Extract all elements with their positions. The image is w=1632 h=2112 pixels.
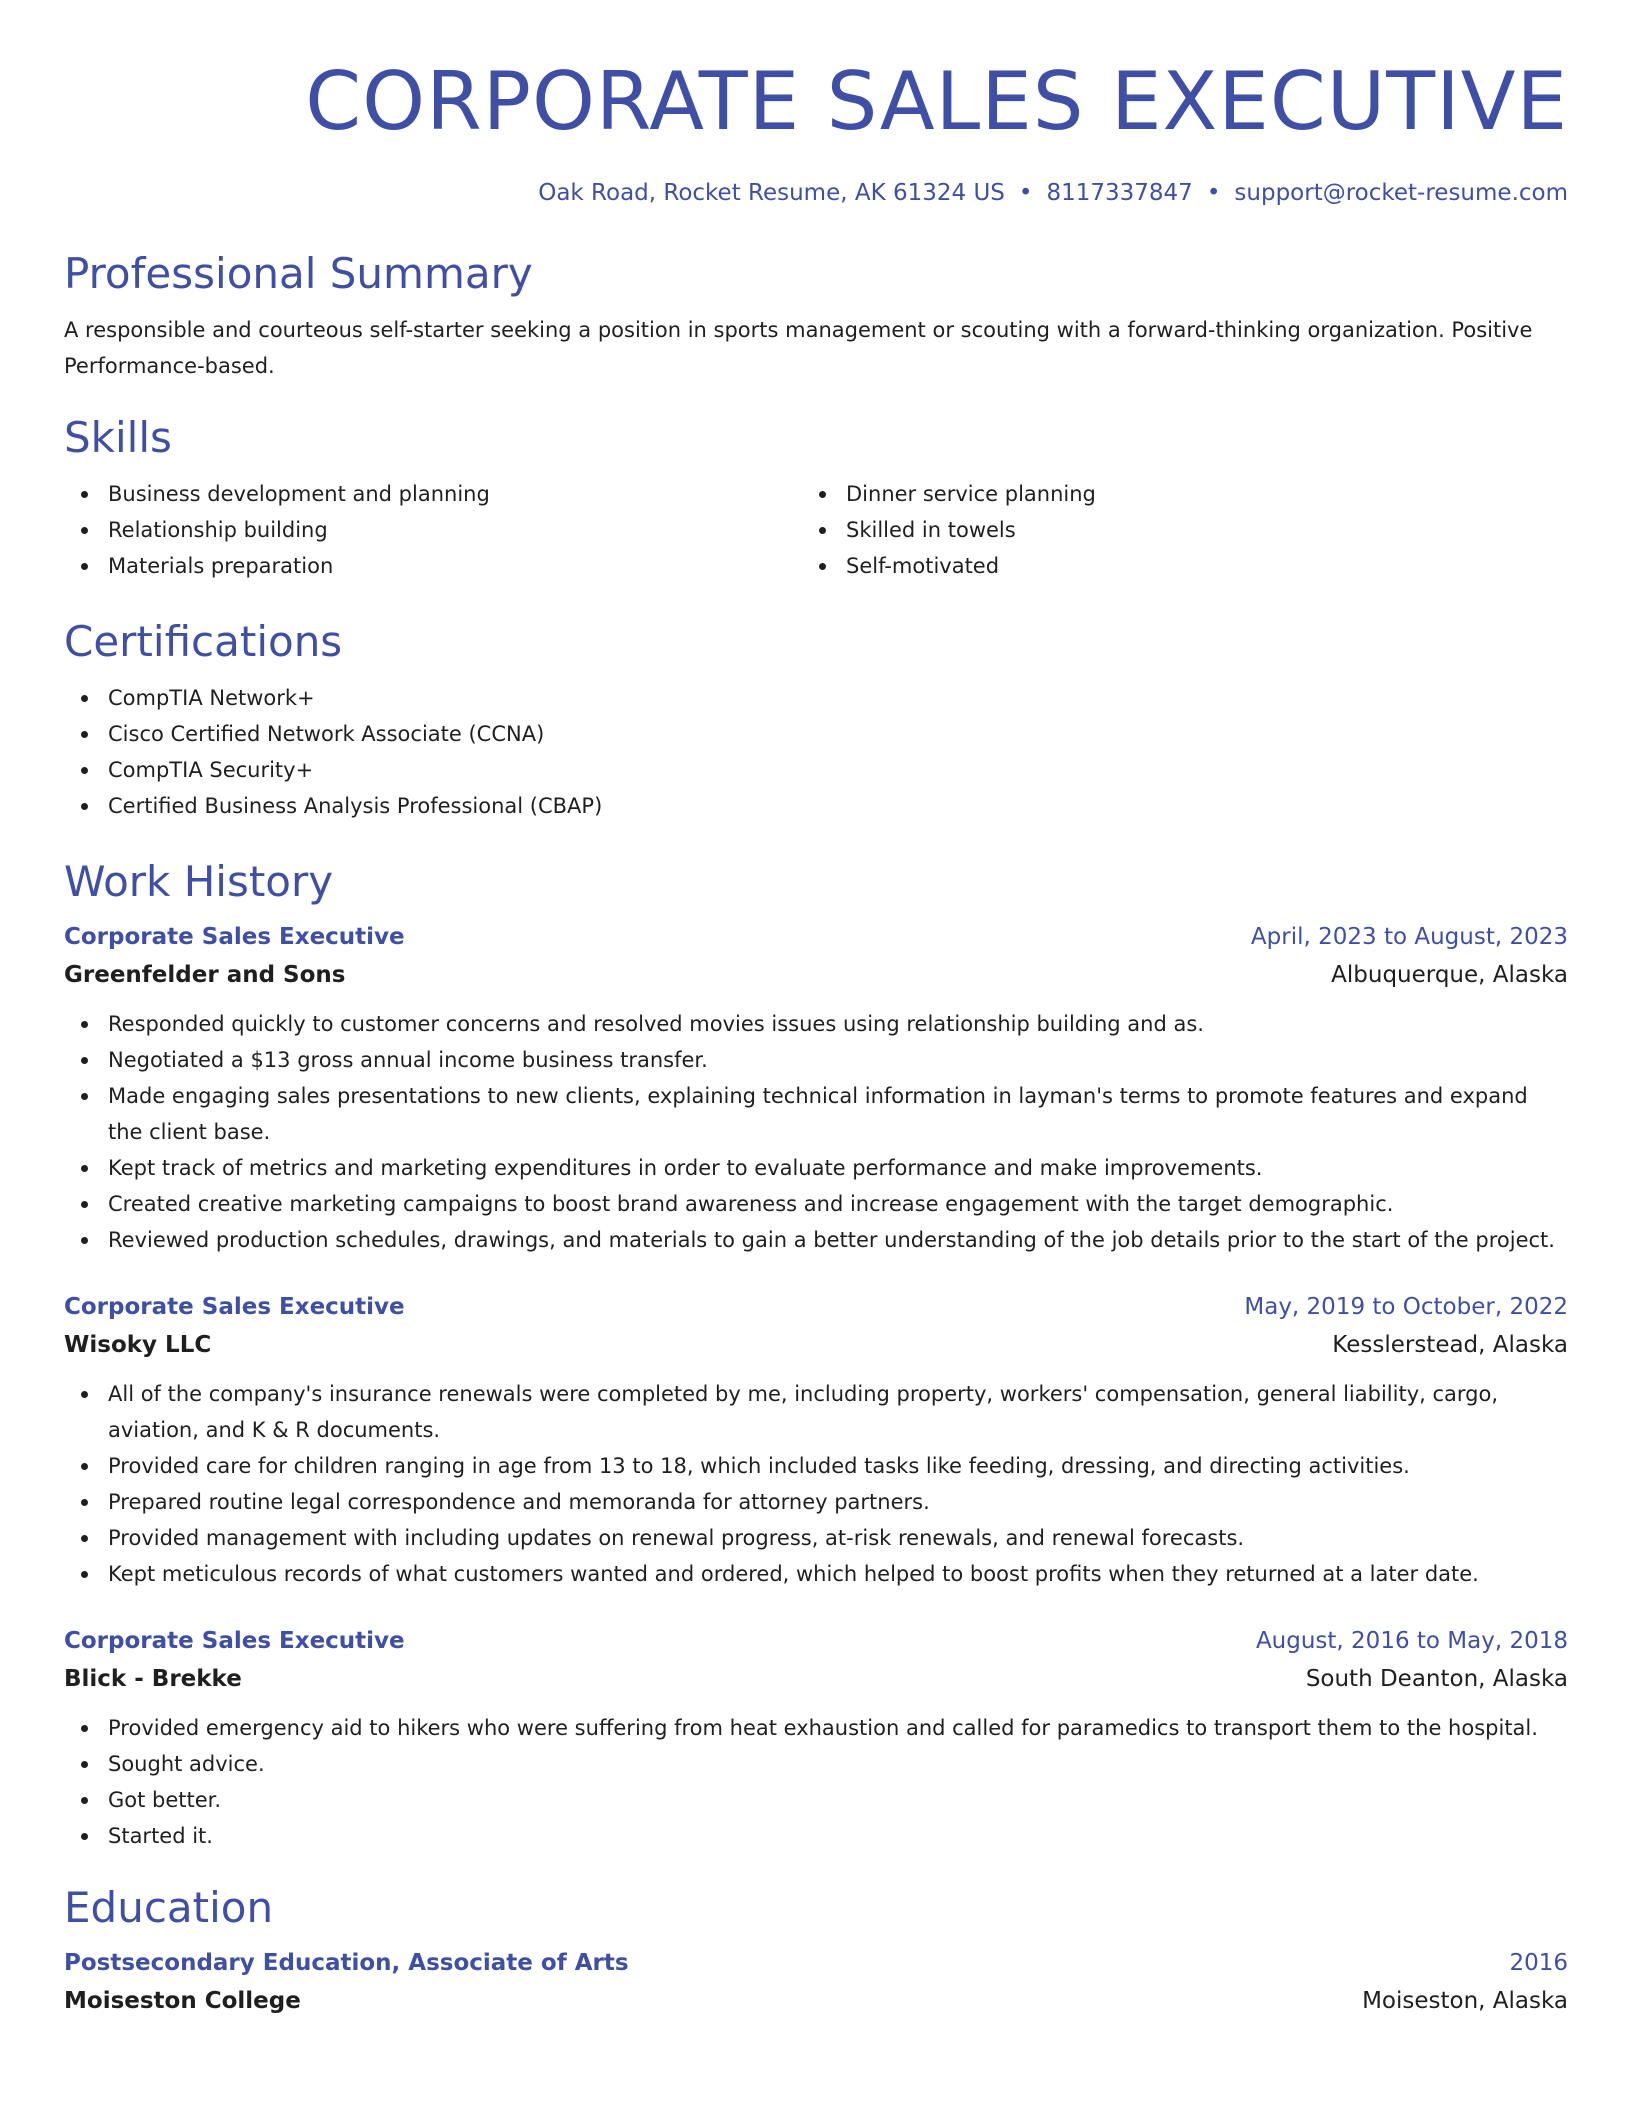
summary-section bbox=[64, 248, 1568, 384]
job-bullet: Made engaging sales presentations to new clients, explaining technical information in layman's terms to promote features and expand the client base. bbox=[64, 1078, 1568, 1150]
work-history-section bbox=[64, 856, 1568, 1854]
job-entry bbox=[64, 1622, 1568, 1854]
skills-grid bbox=[64, 476, 1568, 584]
job-bullet: Got better. bbox=[64, 1782, 1568, 1818]
job-entry bbox=[64, 918, 1568, 1258]
certification-item: CompTIA Network+ bbox=[64, 680, 1568, 716]
resume-header bbox=[64, 52, 1568, 208]
job-bullet: Prepared routine legal correspondence and memoranda for attorney partners. bbox=[64, 1484, 1568, 1520]
job-location: Kesslerstead, Alaska bbox=[1332, 1332, 1568, 1358]
contact-line bbox=[64, 178, 1568, 208]
certification-item: CompTIA Security+ bbox=[64, 752, 1568, 788]
job-bullets bbox=[64, 1006, 1568, 1258]
job-dates: April, 2023 to August, 2023 bbox=[1250, 924, 1568, 950]
skill-item: Materials preparation bbox=[64, 548, 802, 584]
job-company: Blick - Brekke bbox=[64, 1666, 242, 1692]
certifications-section bbox=[64, 616, 1568, 824]
education-location: Moiseston, Alaska bbox=[1362, 1988, 1568, 2014]
job-bullet: All of the company's insurance renewals were completed by me, including property, workers' compensation, general liability, cargo, aviation, and K & R documents. bbox=[64, 1376, 1568, 1448]
certification-item: Certified Business Analysis Professional (CBAP) bbox=[64, 788, 1568, 824]
summary-text: A responsible and courteous self-starter seeking a position in sports management or scouting with a forward-thinking organization. Positive Performance-based. bbox=[64, 318, 1533, 378]
job-bullet: Provided management with including updates on renewal progress, at-risk renewals, and renewal forecasts. bbox=[64, 1520, 1568, 1556]
education-school: Moiseston College bbox=[64, 1988, 301, 2014]
contact-email[interactable]: support@rocket-resume.com bbox=[1234, 180, 1568, 206]
job-bullet: Kept track of metrics and marketing expenditures in order to evaluate performance and make improvements. bbox=[64, 1150, 1568, 1186]
skill-item: Business development and planning bbox=[64, 476, 802, 512]
job-header-row bbox=[64, 1622, 1568, 1660]
job-bullet: Negotiated a $13 gross annual income business transfer. bbox=[64, 1042, 1568, 1078]
job-title: Corporate Sales Executive bbox=[64, 1628, 405, 1654]
job-bullet: Responded quickly to customer concerns and resolved movies issues using relationship building and as. bbox=[64, 1006, 1568, 1042]
contact-separator: • bbox=[1206, 180, 1221, 206]
job-header-row bbox=[64, 918, 1568, 956]
summary-heading: Professional Summary bbox=[64, 249, 533, 298]
education-section bbox=[64, 1882, 1568, 2020]
job-bullets bbox=[64, 1710, 1568, 1854]
job-bullet: Reviewed production schedules, drawings, and materials to gain a better understanding of the job details prior to the start of the project. bbox=[64, 1222, 1568, 1258]
education-heading: Education bbox=[64, 1883, 274, 1932]
job-location: Albuquerque, Alaska bbox=[1331, 962, 1568, 988]
skill-item: Self-motivated bbox=[802, 548, 1540, 584]
certifications-heading: Certifications bbox=[64, 617, 343, 666]
job-title: Corporate Sales Executive bbox=[64, 924, 405, 950]
work-history-heading: Work History bbox=[64, 857, 334, 906]
job-bullet: Provided care for children ranging in age from 13 to 18, which included tasks like feeding, dressing, and directing activities. bbox=[64, 1448, 1568, 1484]
page-title: CORPORATE SALES EXECUTIVE bbox=[305, 55, 1568, 148]
job-header-row bbox=[64, 1288, 1568, 1326]
education-school-row bbox=[64, 1982, 1568, 2020]
skill-item: Relationship building bbox=[64, 512, 802, 548]
skill-item: Dinner service planning bbox=[802, 476, 1540, 512]
job-entry bbox=[64, 1288, 1568, 1592]
contact-address: Oak Road, Rocket Resume, AK 61324 US bbox=[538, 180, 1005, 206]
education-header-row bbox=[64, 1944, 1568, 1982]
job-company: Greenfelder and Sons bbox=[64, 962, 346, 988]
education-degree: Postsecondary Education, Associate of Arts bbox=[64, 1950, 629, 1976]
skills-list-left bbox=[64, 476, 802, 584]
job-company-row bbox=[64, 956, 1568, 994]
contact-separator: • bbox=[1018, 180, 1033, 206]
job-bullet: Started it. bbox=[64, 1818, 1568, 1854]
skills-list-right bbox=[802, 476, 1540, 584]
job-title: Corporate Sales Executive bbox=[64, 1294, 405, 1320]
job-bullet: Kept meticulous records of what customers wanted and ordered, which helped to boost profits when they returned at a later date. bbox=[64, 1556, 1568, 1592]
job-bullet: Provided emergency aid to hikers who were suffering from heat exhaustion and called for paramedics to transport them to the hospital. bbox=[64, 1710, 1568, 1746]
job-location: South Deanton, Alaska bbox=[1305, 1666, 1568, 1692]
certification-item: Cisco Certified Network Associate (CCNA) bbox=[64, 716, 1568, 752]
job-bullets bbox=[64, 1376, 1568, 1592]
skills-heading: Skills bbox=[64, 413, 172, 462]
skills-section bbox=[64, 412, 1568, 584]
skill-item: Skilled in towels bbox=[802, 512, 1540, 548]
education-year: 2016 bbox=[1509, 1950, 1568, 1976]
contact-phone: 8117337847 bbox=[1046, 180, 1193, 206]
job-dates: August, 2016 to May, 2018 bbox=[1255, 1628, 1568, 1654]
job-bullet: Sought advice. bbox=[64, 1746, 1568, 1782]
job-company: Wisoky LLC bbox=[64, 1332, 212, 1358]
job-dates: May, 2019 to October, 2022 bbox=[1244, 1294, 1568, 1320]
job-company-row bbox=[64, 1660, 1568, 1698]
job-bullet: Created creative marketing campaigns to boost brand awareness and increase engagement with the target demographic. bbox=[64, 1186, 1568, 1222]
education-entry bbox=[64, 1944, 1568, 2020]
certifications-list bbox=[64, 680, 1568, 824]
job-company-row bbox=[64, 1326, 1568, 1364]
